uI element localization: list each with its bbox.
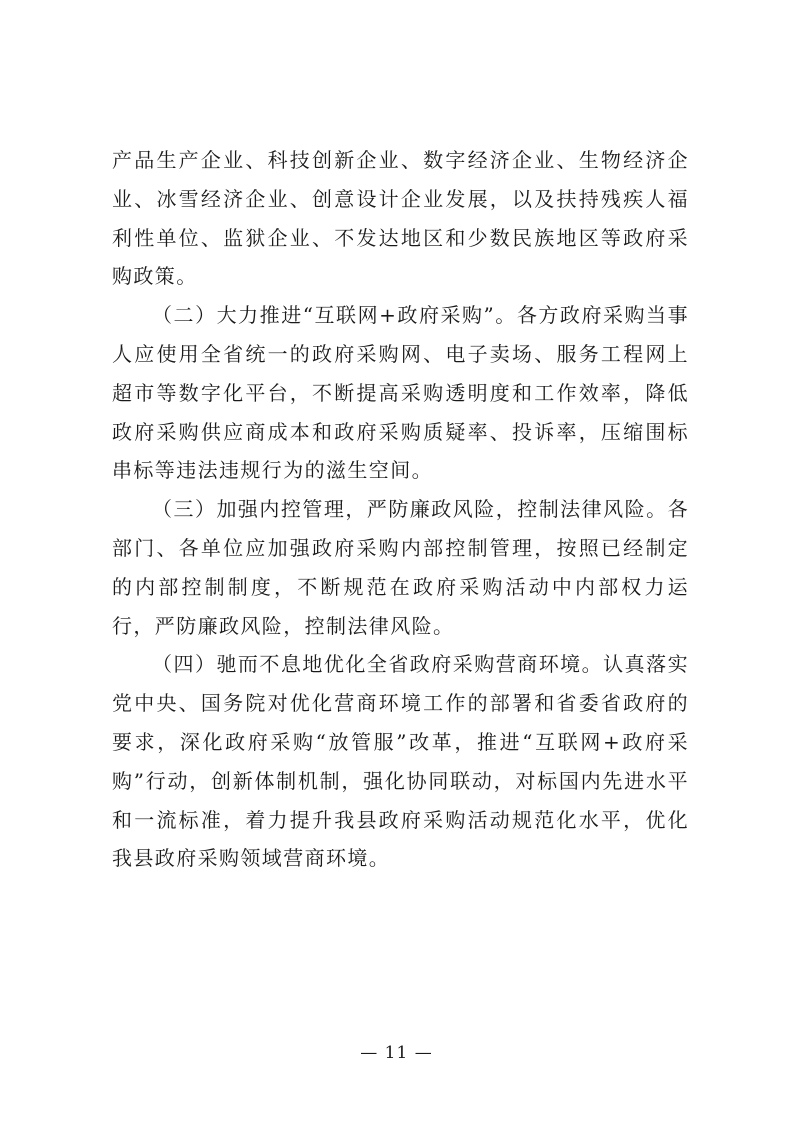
paragraph-business-environment: （四）驰而不息地优化全省政府采购营商环境。认真落实党中央、国务院对优化营商环境工作的部署和省委省政府的要求，深化政府采购“放管服”改革，推进“互联网+政府采购”行动，创新体制机制，强化协同联动，对标国内先进水平和一流标准，着力提升我县政府采购活动规范化水平，优化我县政府采购领域营商环境。 [112, 652, 689, 871]
body-text [112, 141, 689, 878]
paragraph-internet-procurement: （二）大力推进“互联网+政府采购”。各方政府采购当事人应使用全省统一的政府采购网、电子卖场、服务工程网上超市等数字化平台，不断提高采购透明度和工作效率，降低政府采购供应商成本和政府采购质疑率、投诉率，压缩围标串标等违法违规行为的滋生空间。 [112, 303, 689, 483]
page-number: — 11 — [360, 1043, 433, 1063]
paragraph-internal-control: （三）加强内控管理，严防廉政风险，控制法律风险。各部门、各单位应加强政府采购内部控制管理，按照已经制定的内部控制制度，不断规范在政府采购活动中内部权力运行，严防廉政风险，控制法律风险。 [112, 497, 689, 638]
paragraph-continuation: 产品生产企业、科技创新企业、数字经济企业、生物经济企业、冰雪经济企业、创意设计企业发展，以及扶持残疾人福利性单位、监狱企业、不发达地区和少数民族地区等政府采购政策。 [112, 148, 689, 289]
